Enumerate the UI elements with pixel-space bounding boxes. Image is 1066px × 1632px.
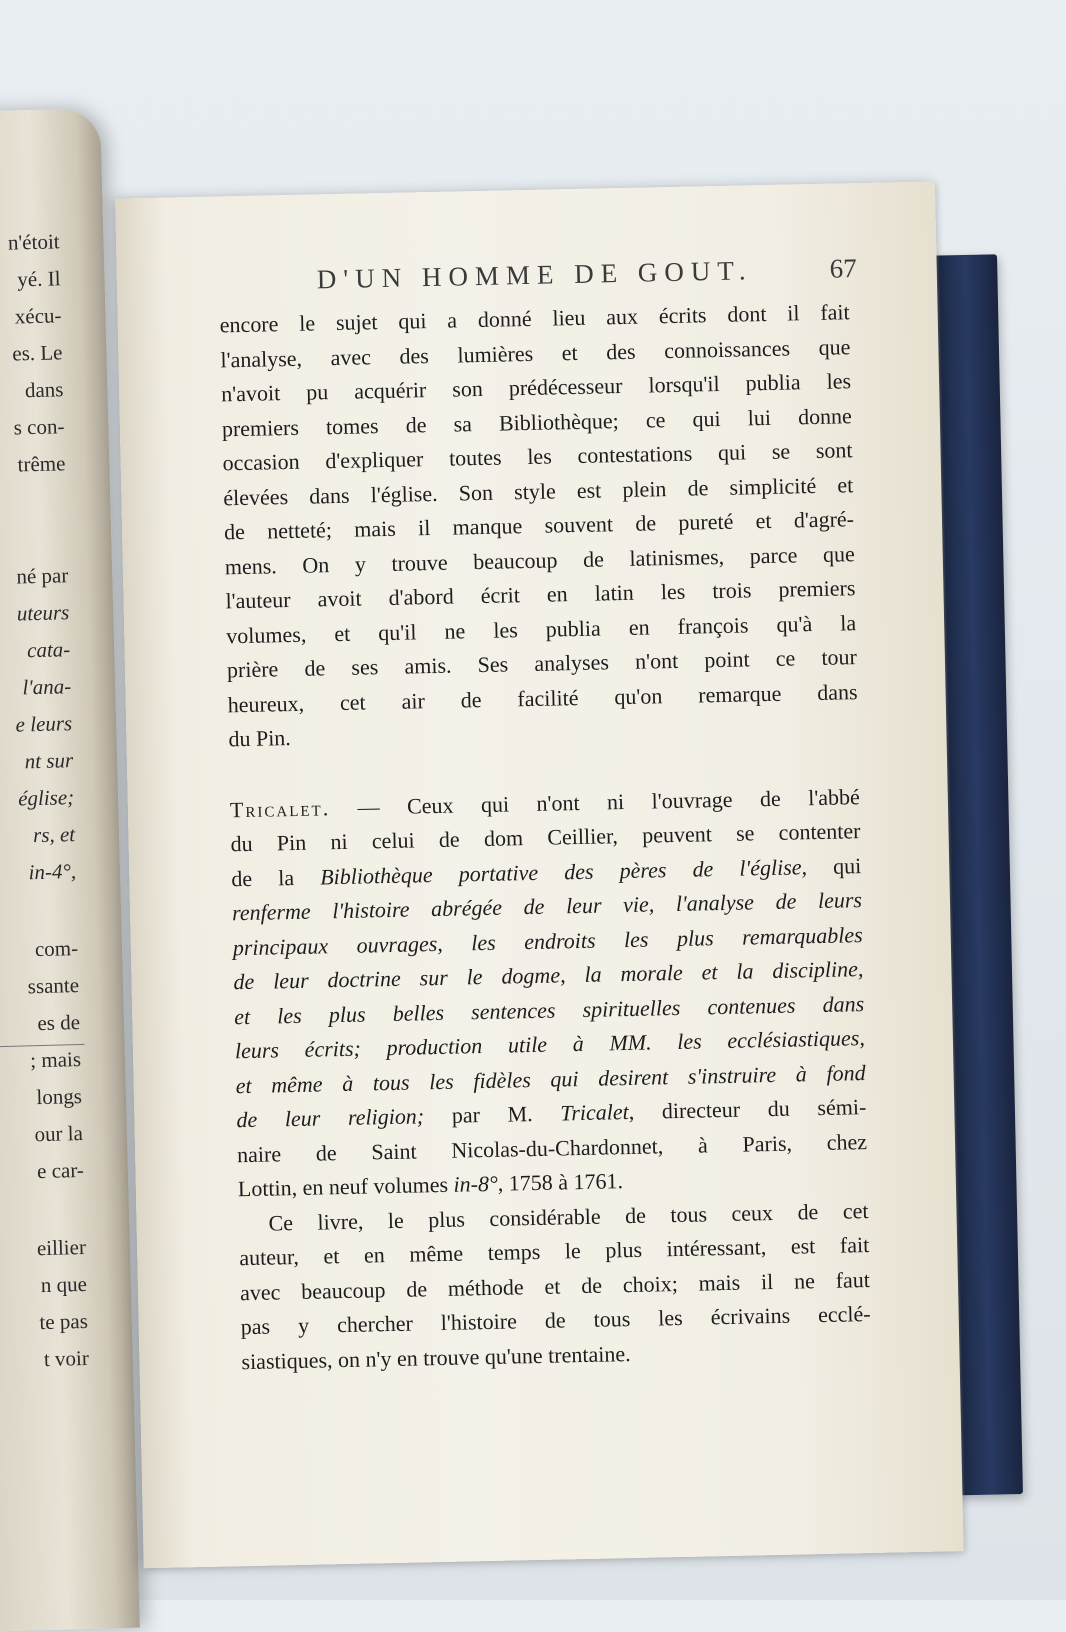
page-number: 67 [829,253,858,284]
left-page-fragment: our la [34,1120,84,1147]
left-page-fragment: xécu- [14,303,62,329]
text-line: encore le sujet qui a donné lieu aux écrits dont il fait [219,299,850,338]
text-line: volumes, et qu'il ne les publia en françois qu'à la [225,609,857,648]
left-page-fragment: né par [16,563,69,589]
text-line: mens. On y trouve beaucoup de latinismes, parce que [224,540,855,579]
left-page-fragment: nt sur [24,748,74,774]
text-line: du Pin ni celui de dom Ceillier, peuvent se contenter [230,818,861,857]
left-page-fragment: yé. Il [17,266,61,292]
text-line: l'analyse, avec des lumières et des connoissances que [220,333,851,372]
text-line: n'avoit pu acquérir son prédécesseur lorsqu'il publia les [220,368,852,407]
text-line: de la Bibliothèque portative des pères de l'église, qui [231,852,862,891]
text-line: naire de Saint Nicolas-du-Chardonnet, à Paris, chez [236,1128,868,1167]
text-line: Lottin, en neuf volumes in-8°, 1758 à 1761. [237,1168,624,1202]
text-line: avec beaucoup de méthode et de choix; mais il ne faut [239,1266,871,1305]
text-line: premiers tomes de sa Bibliothèque; ce qui lui donne [221,402,853,441]
left-page-fragment: t voir [43,1345,90,1372]
text-line: siastiques, on n'y en trouve qu'une trentaine. [241,1340,631,1374]
left-page-fragment: te pas [39,1308,89,1335]
text-line: de leur doctrine sur le dogme, la morale et la discipline, [233,956,864,995]
page-body [219,295,871,1379]
text-line: leurs écrits; production utile à MM. les ecclésiastiques, [234,1025,866,1064]
running-title: D'UN HOMME DE GOUT. [316,255,753,295]
left-page-fragment: n'étoit [7,229,60,255]
left-page-fragment: ssante [27,973,80,999]
text-line: prière de ses amis. Ses analyses n'ont point ce tour [226,644,858,683]
paragraph-ce-livre [238,1194,871,1380]
left-page-fragment: rs, et [32,822,76,848]
left-page-fragment: e car- [36,1157,85,1184]
text-line: l'auteur avoit d'abord écrit en latin les trois premiers [225,575,856,614]
paragraph-dupin [219,295,858,757]
text-line: pas y chercher l'histoire de tous les écrivains ecclé- [240,1301,871,1340]
text-line: occasion d'expliquer toutes les contestations qui se sont [222,437,853,476]
text-line: principaux ouvrages, les endroits les plus remarquables [232,921,863,960]
left-page-fragment: l'ana- [22,674,72,700]
paragraph-tricalet [230,780,869,1207]
left-page-fragment: trême [17,451,66,477]
left-page-fragment: s con- [13,414,65,440]
left-page-fragment: in-4°, [28,859,77,885]
left-page-fragment: dans [24,377,64,403]
text-line: de netteté; mais il manque souvent de pureté et d'agré- [223,506,855,545]
text-line: de leur religion; par M. Tricalet, directeur du sémi- [236,1094,867,1133]
book-page [115,181,964,1568]
text-line: heureux, cet air de facilité qu'on remarque dans [227,678,858,717]
text-line: auteur, et en même temps le plus intéressant, est fait [239,1232,870,1271]
text-line: Ce livre, le plus considérable de tous ceux de cet [268,1197,869,1236]
text-line: du Pin. [228,725,292,752]
left-page-fragment: eillier [36,1234,87,1261]
book-title: Bibliothèque portative des pères de l'église, [319,853,808,889]
left-page-fragment: longs [36,1083,83,1110]
left-page-fragment: es de [37,1010,81,1036]
left-page-text-fragments [0,108,100,1372]
left-page-fragment: uteurs [16,600,70,626]
text-line: renferme l'histoire abrégée de leur vie, l'analyse de leurs [231,887,863,926]
left-page-fragment: ; mais [29,1046,82,1073]
left-page-fragment: e leurs [15,711,73,737]
text-line: et même à tous les fidèles qui desirent s'instruire à fond [235,1059,866,1098]
text-line: élevées dans l'église. Son style est plein de simplicité et [223,471,854,510]
text-line: et les plus belles sentences spirituelles contenues dans [233,990,865,1029]
left-page-fragment: com- [34,936,79,962]
author-name-tricalet: Tricalet. [229,794,331,822]
left-page-fragment: es. Le [12,340,63,366]
left-page-fragment: cata- [26,637,71,663]
left-page-fragment: église; [17,785,75,811]
left-page-fragment: n que [40,1271,88,1298]
text-line: Tricalet. — Ceux qui n'ont ni l'ouvrage de l'abbé [229,783,861,822]
